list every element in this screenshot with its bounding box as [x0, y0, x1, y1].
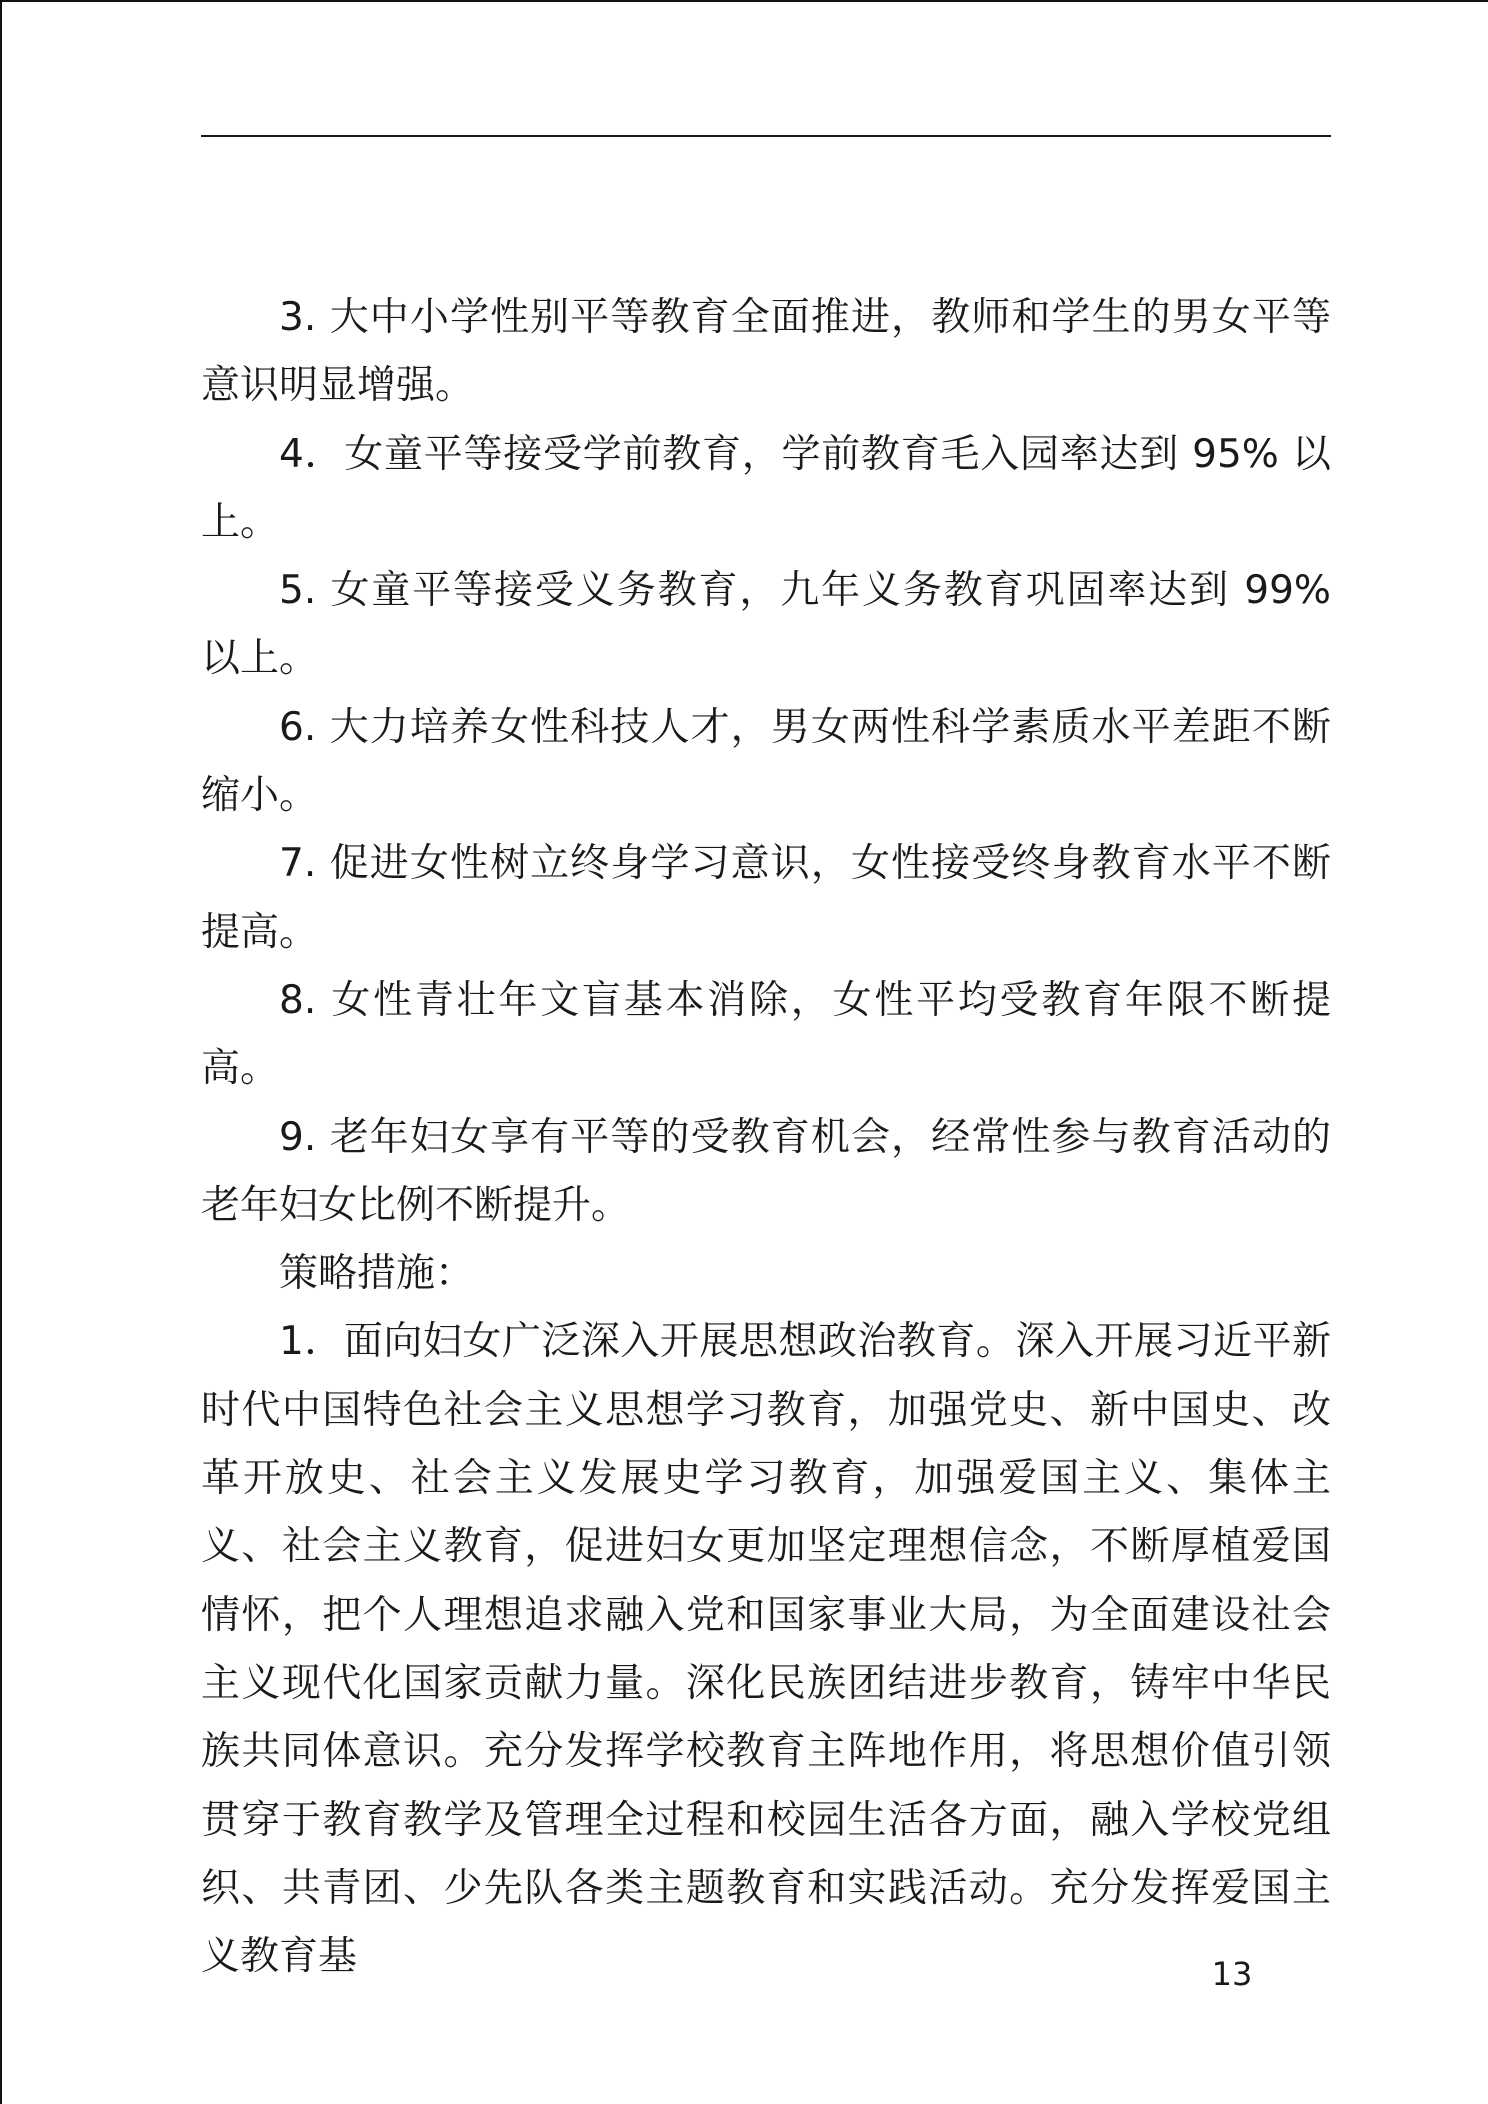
- paragraph-strategy-1: 1．面向妇女广泛深入开展思想政治教育。深入开展习近平新时代中国特色社会主义思想学习教育，加强党史、新中国史、改革开放史、社会主义发展史学习教育，加强爱国主义、集体主义、社会主义教育，促进妇女更加坚定理想信念，不断厚植爱国情怀，把个人理想追求融入党和国家事业大局，为全面建设社会主义现代化国家贡献力量。深化民族团结进步教育，铸牢中华民族共同体意识。充分发挥学校教育主阵地作用，将思想价值引领贯穿于教育教学及管理全过程和校园生活各方面，融入学校党组织、共青团、少先队各类主题教育和实践活动。充分发挥爱国主义教育基: [201, 1319, 1331, 1980]
- header-rule: [201, 135, 1331, 137]
- page-number: 13: [1211, 1955, 1253, 1993]
- paragraph-goal-6: 6. 大力培养女性科技人才，男女两性科学素质水平差距不断缩小。: [201, 704, 1331, 819]
- body-text: [201, 284, 1331, 1991]
- paragraph-goal-8: 8. 女性青壮年文盲基本消除，女性平均受教育年限不断提高。: [201, 977, 1331, 1092]
- paragraph-goal-3: 3. 大中小学性别平等教育全面推进，教师和学生的男女平等意识明显增强。: [201, 295, 1331, 409]
- paragraph-goal-7: 7. 促进女性树立终身学习意识，女性接受终身教育水平不断提高。: [201, 841, 1331, 955]
- section-heading-strategies: 策略措施：: [279, 1251, 475, 1297]
- paragraph-goal-5: 5. 女童平等接受义务教育，九年义务教育巩固率达到 99% 以上。: [201, 568, 1331, 682]
- paragraph-goal-9: 9. 老年妇女享有平等的受教育机会，经常性参与教育活动的老年妇女比例不断提升。: [201, 1114, 1331, 1228]
- paragraph-goal-4: 4．女童平等接受学前教育，学前教育毛入园率达到 95% 以上。: [201, 431, 1331, 545]
